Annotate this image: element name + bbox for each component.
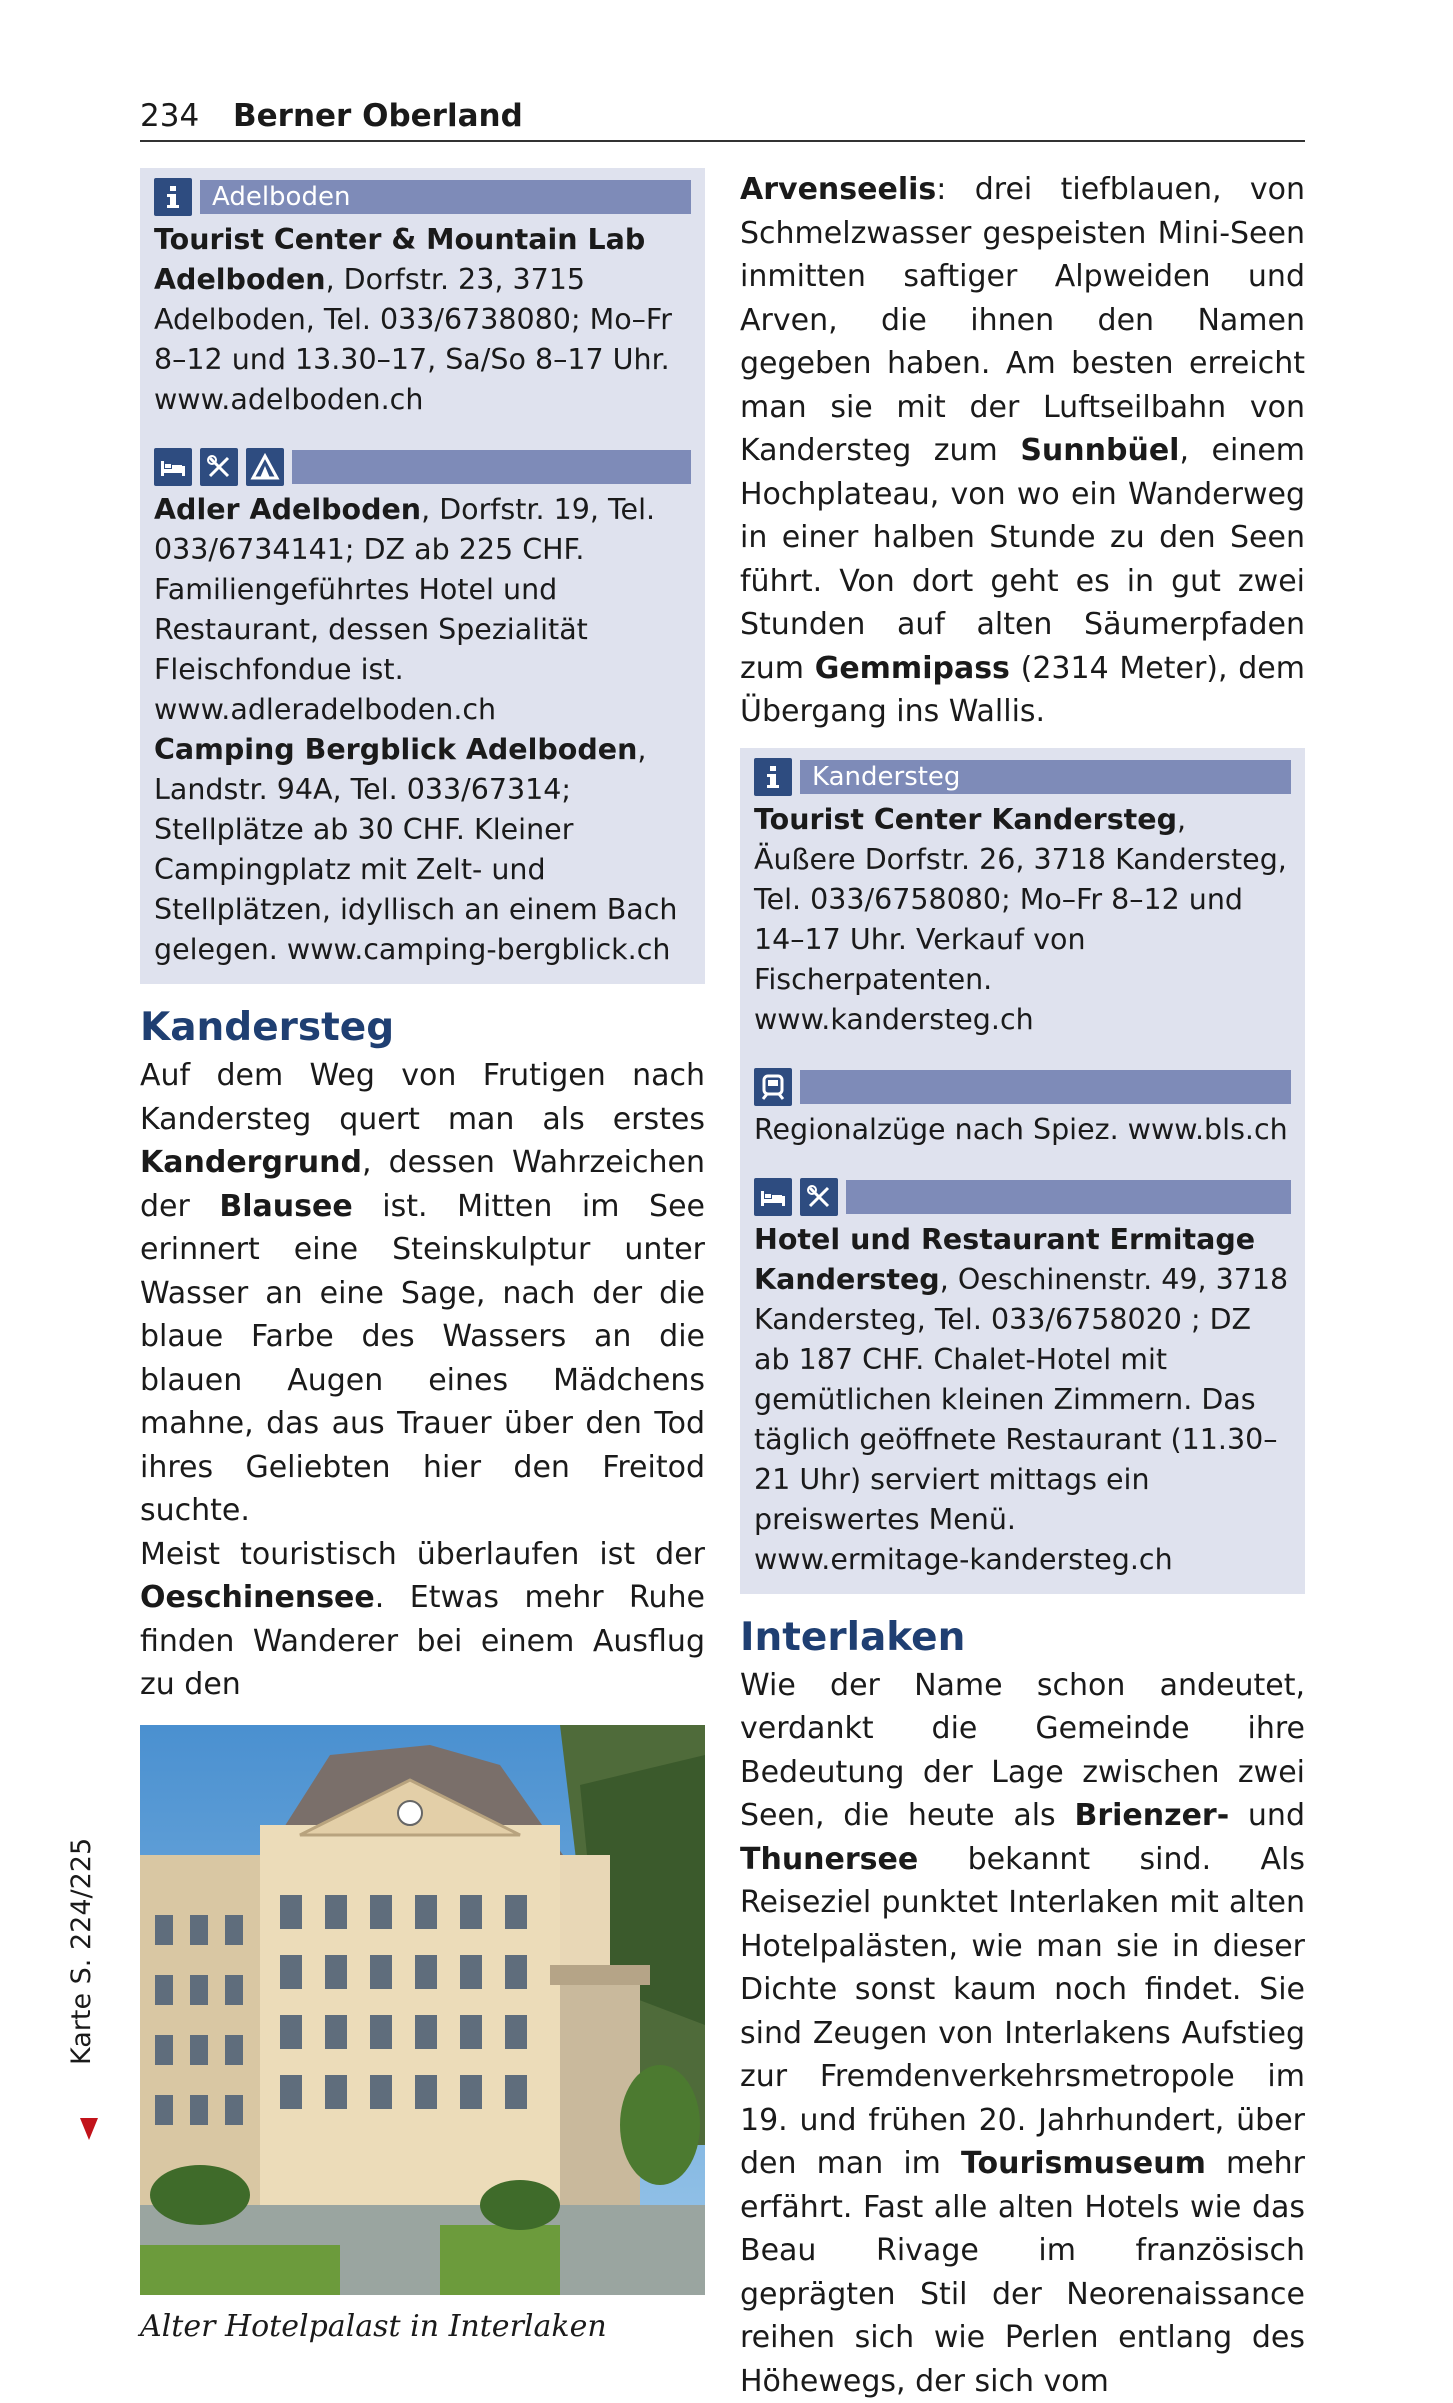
photo-caption: Alter Hotelpalast in Interlaken: [140, 2309, 705, 2344]
bed-icon: [154, 448, 192, 486]
entry-url[interactable]: www.adelboden.ch: [154, 383, 423, 416]
stay-box-bar: [292, 450, 691, 484]
info-box-title: Kandersteg: [800, 760, 1291, 794]
right-column: [740, 168, 1305, 2403]
page-number: 234: [140, 98, 199, 134]
map-reference: Karte S. 224/225: [66, 1838, 97, 2065]
section-title-interlaken: Interlaken: [740, 1612, 1305, 1664]
hotel-photo: [140, 1725, 705, 2295]
section-title-kandersteg: Kandersteg: [140, 1002, 705, 1054]
entry-name: Adler Adelboden: [154, 493, 421, 526]
entry-name: Hotel und Restaurant Ermitage Kandersteg: [754, 1223, 1255, 1296]
train-box-header: [754, 1068, 1291, 1106]
entry-url[interactable]: www.ermitage-kandersteg.ch: [754, 1543, 1173, 1576]
info-box-adelboden: [140, 168, 705, 984]
left-column: [140, 168, 705, 2344]
info-icon: [754, 758, 792, 796]
entry-details: , Landstr. 94A, Tel. 033/67314; Stellplätze ab 30 CHF. Kleiner Campingplatz mit Zelt- und Stellplätzen, idyllisch an einem Bach gelegen. www.camping-bergblick.ch: [154, 733, 677, 966]
entry-name: Tourist Center Kandersteg: [754, 803, 1177, 836]
stay-box-bar: [846, 1180, 1291, 1214]
entry-url[interactable]: www.adleradelboden.ch: [154, 693, 496, 726]
entry-url[interactable]: www.kandersteg.ch: [754, 1003, 1034, 1036]
info-icon: [154, 178, 192, 216]
stay-box-header: [154, 448, 691, 486]
info-box-title: Adelboden: [200, 180, 691, 214]
stay-box-text: [154, 490, 691, 970]
stay-box-header: [754, 1178, 1291, 1216]
info-box-header: [754, 758, 1291, 796]
info-box-header: [154, 178, 691, 216]
restaurant-icon: [800, 1178, 838, 1216]
info-box-text: [154, 220, 691, 420]
entry-name: Camping Bergblick Adelboden: [154, 733, 637, 766]
entry-details: , Dorfstr. 23, 3715 Adelboden, Tel. 033/6738080; Mo–Fr 8–12 und 13.30–17, Sa/So 8–17 Uhr.: [154, 263, 672, 376]
train-box-bar: [800, 1070, 1291, 1104]
paragraph: Auf dem Weg von Frutigen nach Kandersteg quert man als erstes Kandergrund, dessen Wahrzeichen der Blausee ist. Mitten im See erinnert eine Steinskulptur unter Wasser an eine Sage, nach der die blaue Farbe des Wassers an die blauen Augen eines Mädchens mahne, das aus Trauer über den Tod ihres Geliebten hier den Freitod suchte.: [140, 1054, 705, 1533]
bed-icon: [754, 1178, 792, 1216]
camping-icon: [246, 448, 284, 486]
entry-details: , Äußere Dorfstr. 26, 3718 Kandersteg, Tel. 033/6758080; Mo–Fr 8–12 und 14–17 Uhr. Verkauf von Fischerpatenten.: [754, 803, 1287, 996]
entry-name: Tourist Center & Mountain Lab Adelboden: [154, 223, 645, 296]
paragraph: Meist touristisch überlaufen ist der Oeschinensee. Etwas mehr Ruhe finden Wanderer bei einem Ausflug zu den: [140, 1533, 705, 1707]
running-title: Berner Oberland: [233, 98, 523, 134]
train-icon: [754, 1068, 792, 1106]
entry-details: , Dorfstr. 19, Tel. 033/6734141; DZ ab 225 CHF. Familiengeführtes Hotel und Restaurant, dessen Spezialität Fleischfondue ist.: [154, 493, 655, 686]
stay-box-text: [754, 1220, 1291, 1580]
entry-details: , Oeschinenstr. 49, 3718 Kandersteg, Tel. 033/6758020 ; DZ ab 187 CHF. Chalet-Hotel mit gemütlichen kleinen Zimmern. Das täglich geöffnete Restaurant (11.30–21 Uhr) serviert mittags ein preiswertes Menü.: [754, 1263, 1288, 1536]
paragraph: Wie der Name schon andeutet, verdankt die Gemeinde ihre Bedeutung der Lage zwischen zwei Seen, die heute als Brienzer- und Thunersee bekannt sind. Als Reiseziel punktet Interlaken mit alten Hotelpalästen, wie man sie in dieser Dichte sonst kaum noch findet. Sie sind Zeugen von Interlakens Aufstieg zur Fremdenverkehrsmetropole im 19. und frühen 20. Jahrhundert, über den man im Tourismuseum mehr erfährt. Fast alle alten Hotels wie das Beau Rivage im französisch geprägten Stil der Neorenaissance reihen sich wie Perlen entlang des Höhewegs, der sich vom: [740, 1664, 1305, 2403]
info-box-text: [754, 800, 1291, 1040]
info-box-kandersteg: [740, 748, 1305, 1594]
arrow-down-icon: [80, 2118, 98, 2140]
page-header: [140, 98, 1305, 142]
train-box-text: Regionalzüge nach Spiez. www.bls.ch: [754, 1110, 1291, 1150]
restaurant-icon: [200, 448, 238, 486]
paragraph: Arvenseelis: drei tiefblauen, von Schmelzwasser gespeisten Mini-Seen inmitten saftiger Alpweiden und Arven, die ihnen den Namen gegeben haben. Am besten erreicht man sie mit der Luftseilbahn von Kandersteg zum Sunnbüel, einem Hochplateau, von wo ein Wanderweg in einer halben Stunde zu den Seen führt. Von dort geht es in gut zwei Stunden auf alten Säumerpfaden zum Gemmipass (2314 Meter), dem Übergang ins Wallis.: [740, 168, 1305, 734]
